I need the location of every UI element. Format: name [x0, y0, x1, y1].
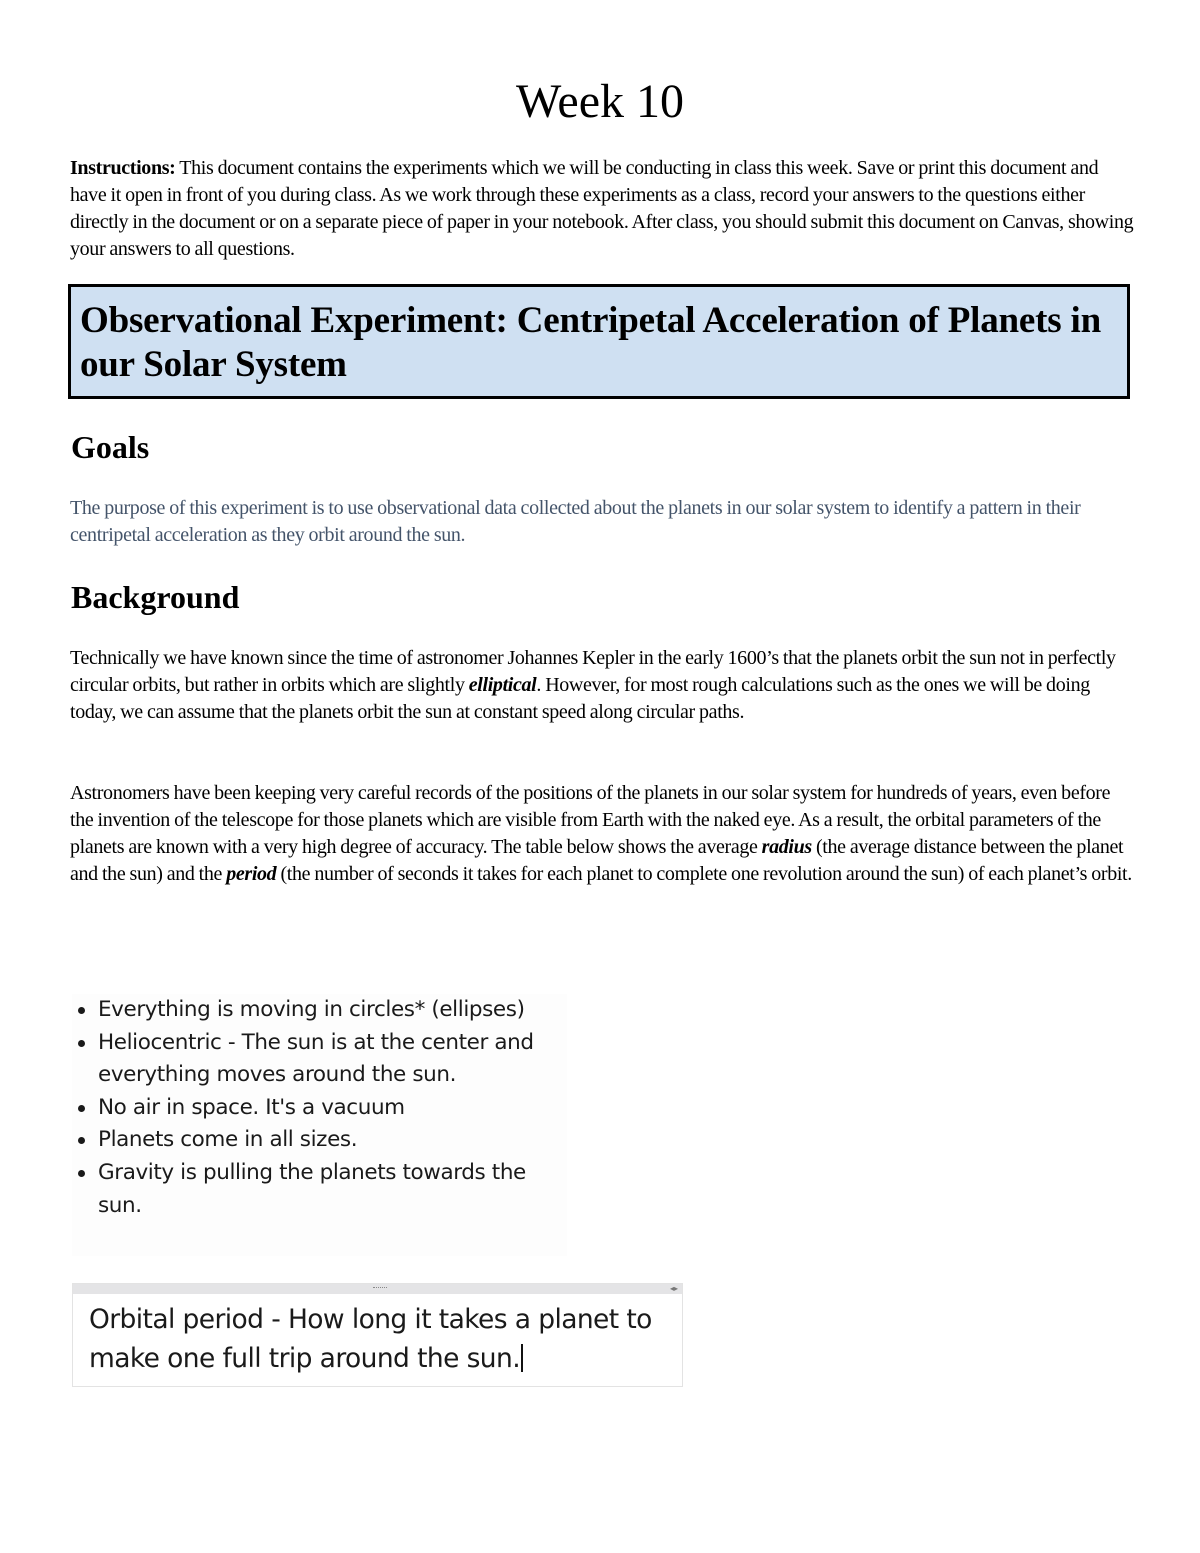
radius-emphasis: radius — [761, 836, 812, 858]
background-p2-text-end: (the number of seconds it takes for each planet to complete one revolution around the sun) of each planet’s orbit. — [276, 863, 1132, 885]
section-title-box — [68, 284, 1130, 399]
instructions-text: This document contains the experiments which we will be conducting in class this week. Save or print this document and have it open in front of you during class. As we work through these experiments as a class, record your answers to the questions either directly in the document or on a separate piece of paper in your notebook. After class, you should submit this document on Canvas, showing your answers to all questions. — [70, 157, 1134, 260]
background-p1-text-end: . However, for most rough calculations such as the ones we will be doing today, we can assume that the planets orbit the sun at constant speed along circular paths. — [70, 674, 1090, 723]
class-notes-bullets — [72, 994, 567, 1256]
section-title: Observational Experiment: Centripetal Acceleration of Planets in our Solar System — [80, 300, 1101, 385]
note-toolbar[interactable] — [73, 1284, 682, 1294]
orbital-period-text[interactable] — [89, 1300, 679, 1378]
expand-icon[interactable]: ◂▸ — [669, 1284, 678, 1293]
background-p2-text-mid: (the average distance between the planet and the sun) and the — [70, 836, 1124, 885]
list-item: Gravity is pulling the planets towards the sun. — [72, 1157, 567, 1222]
list-item: Planets come in all sizes. — [72, 1124, 567, 1157]
elliptical-emphasis: elliptical — [468, 674, 537, 696]
background-heading: Background — [71, 579, 240, 615]
background-paragraph-1 — [70, 645, 1135, 726]
background-paragraph-2 — [70, 780, 1135, 888]
instructions-label: Instructions: — [70, 157, 176, 179]
orbital-period-text-content: Orbital period - How long it takes a planet to make one full trip around the sun. — [89, 1304, 652, 1374]
drag-handle-icon[interactable] — [373, 1287, 387, 1291]
period-emphasis: period — [226, 863, 277, 885]
page-title: Week 10 — [515, 75, 685, 128]
background-p1-text: Technically we have known since the time of astronomer Johannes Kepler in the early 1600’s that the planets orbit the sun not in perfectly circular orbits, but rather in orbits which are slightly — [70, 647, 1116, 696]
text-cursor-icon — [521, 1344, 523, 1372]
goals-text: The purpose of this experiment is to use observational data collected about the planets in our solar system to identify a pattern in their centripetal acceleration as they orbit around the sun. — [70, 497, 1081, 546]
list-item: Heliocentric - The sun is at the center and everything moves around the sun. — [72, 1027, 567, 1092]
orbital-period-note[interactable] — [72, 1283, 683, 1387]
background-p2-text: Astronomers have been keeping very careful records of the positions of the planets in our solar system for hundreds of years, even before the invention of the telescope for those planets which are visible from Earth with the naked eye. As a result, the orbital parameters of the planets are known with a very high degree of accuracy. The table below shows the average — [70, 782, 1111, 858]
goals-heading: Goals — [71, 429, 150, 465]
list-item: No air in space. It's a vacuum — [72, 1092, 567, 1125]
instructions-paragraph — [70, 155, 1135, 263]
list-item: Everything is moving in circles* (ellipses) — [72, 994, 567, 1027]
bullet-list — [72, 994, 567, 1222]
